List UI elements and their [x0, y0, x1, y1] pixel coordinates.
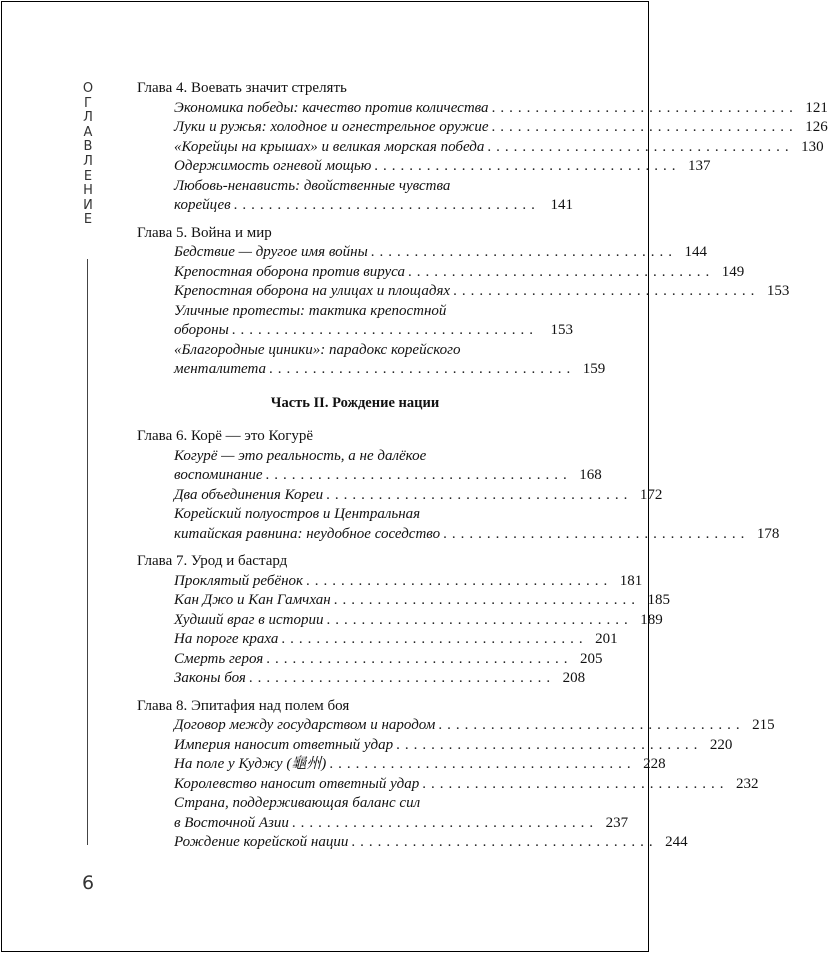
entry-title: «Корейцы на крышах» и великая морская победа: [174, 138, 485, 155]
entry-page: 159: [582, 361, 606, 377]
leader-dots: ...................................: [370, 244, 677, 260]
entry-page: 215: [752, 717, 775, 733]
toc-entry[interactable]: [174, 157, 711, 177]
toc-entry[interactable]: [174, 243, 707, 263]
leader-dots: ...................................: [491, 99, 798, 116]
entry-page: 201: [595, 631, 618, 647]
entry-title: Экономика победы: качество против количества: [174, 99, 489, 116]
entry-title-line1: Уличные протесты: тактика крепостной: [174, 302, 447, 319]
chapter-4-entries: [174, 99, 828, 216]
entry-title: На поле у Куджу (龜州): [174, 756, 327, 772]
leader-dots: ...................................: [453, 283, 760, 299]
toc-entry[interactable]: [174, 630, 618, 650]
entry-page: 172: [639, 486, 663, 503]
leader-dots: ...................................: [265, 467, 572, 483]
toc-entry[interactable]: [174, 118, 828, 138]
leader-dots: ...................................: [326, 611, 633, 628]
toc-entry[interactable]: [174, 138, 824, 158]
entry-page: 121: [805, 99, 828, 116]
entry-page: 130: [801, 138, 824, 155]
chapter-4-title: Глава 4. Воевать значит стрелять: [137, 80, 347, 96]
leader-dots: ...................................: [231, 322, 538, 338]
toc-entry[interactable]: [174, 650, 603, 670]
entry-title: обороны: [174, 322, 229, 338]
chapter-8-entries: [174, 716, 775, 853]
entry-title: Крепостная оборона на улицах и площадях: [174, 283, 451, 299]
leader-dots: ...................................: [233, 197, 540, 213]
entry-title-line1: Любовь-ненависть: двойственные чувства: [174, 177, 451, 194]
entry-page: 208: [562, 670, 586, 686]
entry-title: Худший враг в истории: [174, 611, 324, 628]
entry-title: менталитета: [174, 361, 267, 377]
leader-dots: ...................................: [329, 756, 636, 772]
toc-entry[interactable]: [174, 572, 643, 592]
toc-entry[interactable]: [174, 341, 606, 380]
entry-title: Смерть героя: [174, 650, 264, 667]
toc-entry[interactable]: [174, 833, 688, 853]
leader-dots: ...................................: [374, 158, 681, 174]
leader-dots: ...................................: [333, 592, 640, 608]
leader-dots: ...................................: [248, 670, 556, 686]
entry-title: Кан Джо и Кан Гамчхан: [174, 592, 331, 608]
entry-page: 181: [619, 572, 643, 589]
toc-entry[interactable]: [174, 282, 790, 302]
entry-page: 244: [665, 834, 688, 850]
leader-dots: ...................................: [291, 814, 599, 831]
entry-title-line1: Когурё — это реальность, а не далёкое: [174, 447, 427, 464]
toc-entry[interactable]: [174, 302, 573, 341]
entry-title: Рождение корейской нации: [174, 834, 349, 850]
part-2-heading: Часть II. Рождение нации: [270, 394, 440, 411]
entry-page: 141: [550, 197, 573, 213]
toc-entry[interactable]: [174, 591, 670, 611]
entry-page: 168: [579, 467, 602, 483]
entry-page: 228: [643, 756, 666, 772]
entry-page: 149: [721, 263, 745, 280]
entry-page: 189: [640, 611, 663, 628]
leader-dots: ...................................: [438, 717, 745, 733]
entry-title: Бедствие — другое имя войны: [174, 244, 368, 260]
chapter-7-title: Глава 7. Урод и бастард: [137, 553, 288, 569]
toc-entry[interactable]: [174, 716, 775, 736]
side-divider-line: [87, 259, 88, 845]
entry-page: 220: [709, 736, 733, 753]
leader-dots: ...................................: [306, 572, 613, 589]
page-number: 6: [81, 872, 95, 894]
toc-entry[interactable]: [174, 486, 663, 506]
leader-dots: ...................................: [266, 650, 573, 667]
side-title: ОГЛАВЛЕНИЕ: [82, 81, 94, 228]
entry-title-line1: Корейский полуостров и Центральная: [174, 506, 421, 522]
entry-page: 237: [605, 814, 629, 831]
chapter-5-title: Глава 5. Война и мир: [137, 224, 272, 241]
leader-dots: ...................................: [422, 775, 729, 792]
entry-page: 232: [736, 775, 759, 792]
toc-entry[interactable]: [174, 447, 602, 486]
leader-dots: ...................................: [281, 631, 588, 647]
leader-dots: ...................................: [326, 486, 633, 503]
leader-dots: ...................................: [269, 361, 576, 377]
entry-page: 205: [579, 650, 603, 667]
toc-entry[interactable]: [174, 177, 573, 216]
toc-entry[interactable]: [174, 736, 733, 756]
chapter-5-entries: [174, 243, 790, 380]
entry-title-line1: «Благородные циники»: парадокс корейского: [174, 341, 461, 358]
entry-title: Крепостная оборона против вируса: [174, 263, 405, 280]
toc-entry[interactable]: [174, 263, 745, 283]
entry-title: воспоминание: [174, 467, 263, 483]
entry-title: На пороге краха: [174, 631, 279, 647]
entry-page: 153: [766, 283, 790, 299]
entry-title: в Восточной Азии: [174, 814, 289, 831]
entry-page: 153: [550, 322, 573, 338]
entry-title: Королевство наносит ответный удар: [174, 775, 420, 792]
toc-entry[interactable]: [174, 775, 759, 795]
leader-dots: ...................................: [491, 119, 798, 135]
entry-title-line1: Страна, поддерживающая баланс сил: [174, 795, 421, 811]
toc-entry[interactable]: [174, 505, 780, 544]
toc-entry[interactable]: [174, 99, 828, 119]
entry-title: Два объединения Кореи: [174, 486, 324, 503]
leader-dots: ...................................: [443, 525, 750, 542]
entry-title: Одержимость огневой мощью: [174, 158, 372, 174]
entry-title: Договор между государством и народом: [174, 717, 436, 733]
chapter-8-title: Глава 8. Эпитафия над полем боя: [137, 697, 350, 714]
leader-dots: ...................................: [487, 138, 794, 155]
chapter-7-entries: [174, 572, 670, 689]
toc-entry[interactable]: [174, 611, 663, 631]
chapter-6-entries: [174, 447, 780, 545]
entry-page: 137: [688, 158, 711, 174]
entry-page: 144: [684, 244, 707, 260]
toc-entry[interactable]: [174, 794, 629, 833]
entry-title: Луки и ружья: холодное и огнестрельное оружие: [174, 119, 489, 135]
entry-title: китайская равнина: неудобное соседство: [174, 525, 441, 542]
entry-title: Проклятый ребёнок: [174, 572, 304, 589]
toc-entry[interactable]: [174, 669, 586, 689]
table-of-contents: [137, 79, 828, 853]
entry-title: корейцев: [174, 197, 231, 213]
leader-dots: ...................................: [351, 834, 658, 850]
entry-page: 178: [756, 525, 780, 542]
entry-page: 126: [805, 119, 828, 135]
chapter-6-title: Глава 6. Корё — это Когурё: [137, 428, 314, 444]
leader-dots: ...................................: [396, 736, 703, 753]
toc-entry[interactable]: [174, 755, 666, 775]
leader-dots: ...................................: [407, 263, 715, 280]
entry-title: Империя наносит ответный удар: [174, 736, 394, 753]
entry-page: 185: [647, 592, 670, 608]
entry-title: Законы боя: [174, 670, 246, 686]
